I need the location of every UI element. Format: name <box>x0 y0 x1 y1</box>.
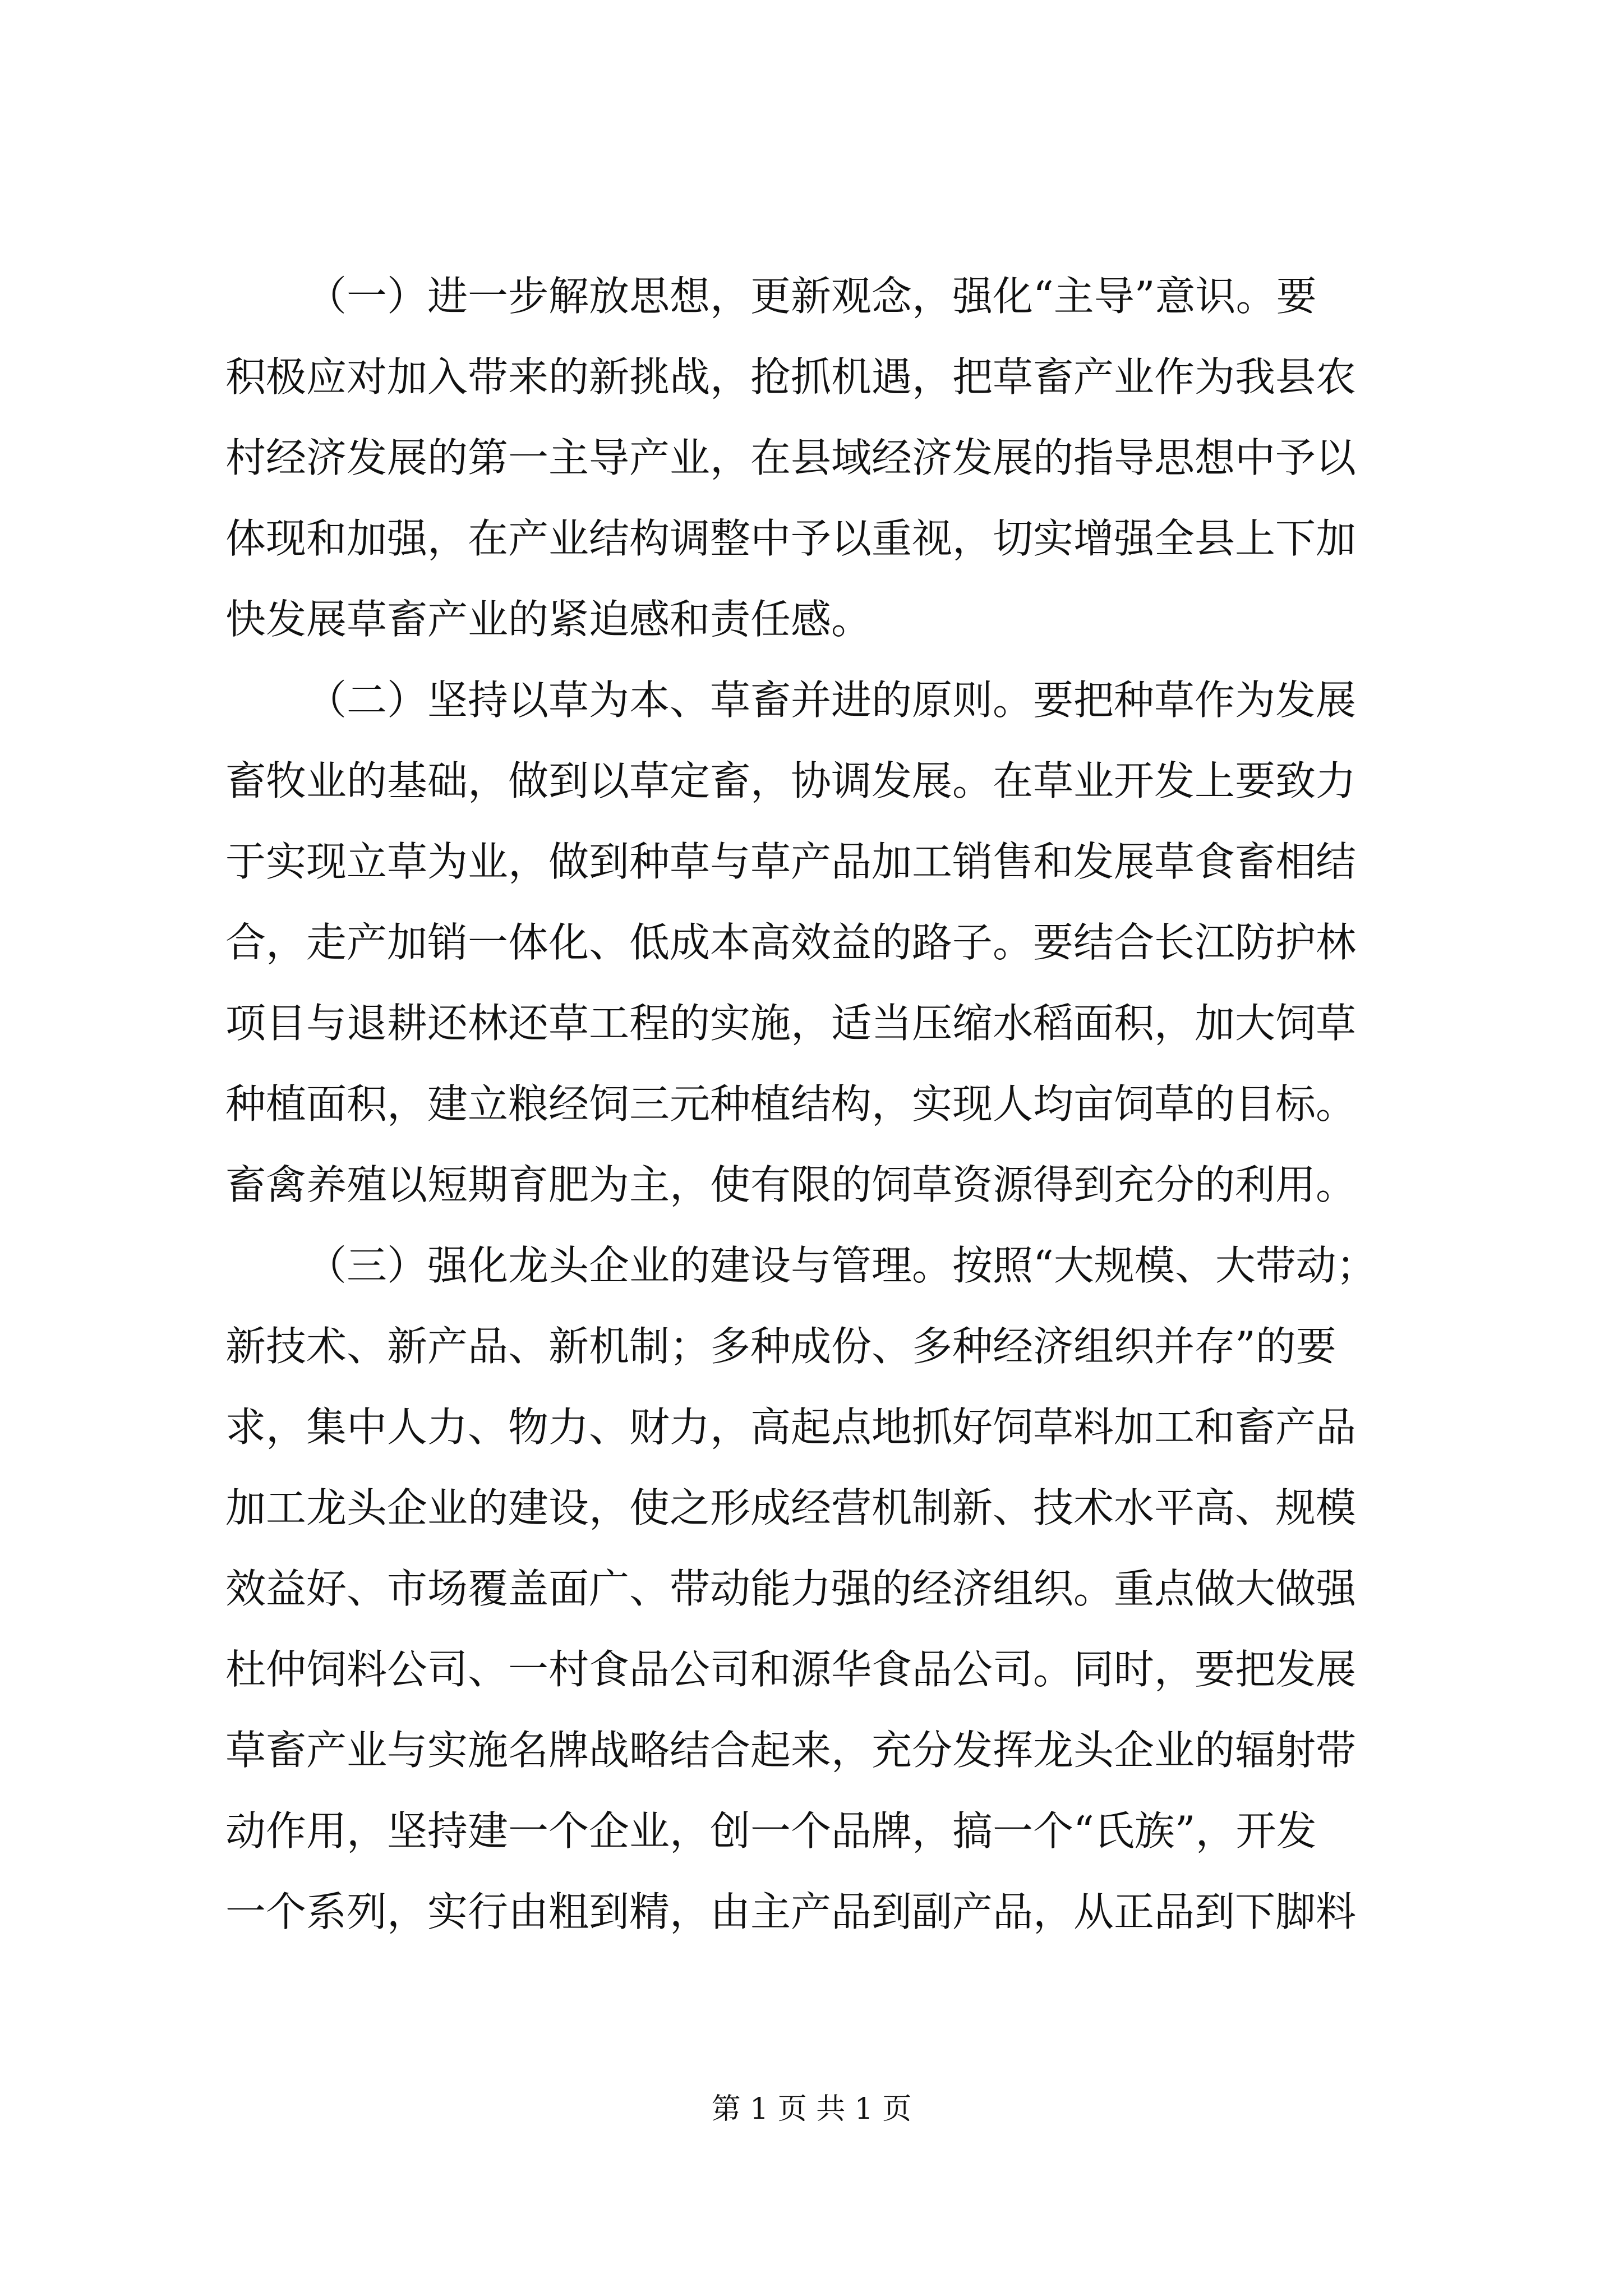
paragraph-2-line-4: 合，走产加销一体化、低成本高效益的路子。要结合长江防护林 <box>225 919 1357 966</box>
paragraph-1-line-1: （一）进一步解放思想，更新观念，强化“主导”意识。要 <box>306 273 1317 320</box>
paragraph-3-line-1: （三）强化龙头企业的建设与管理。按照“大规模、大带动； <box>306 1242 1377 1289</box>
paragraph-1-line-5: 快发展草畜产业的紧迫感和责任感。 <box>225 596 872 643</box>
paragraph-2-line-1: （二）坚持以草为本、草畜并进的原则。要把种草作为发展 <box>306 677 1357 724</box>
paragraph-2-line-2: 畜牧业的基础，做到以草定畜，协调发展。在草业开发上要致力 <box>225 757 1357 804</box>
paragraph-3-line-6: 杜仲饲料公司、一村食品公司和源华食品公司。同时，要把发展 <box>225 1646 1357 1693</box>
paragraph-2-line-5: 项目与退耕还林还草工程的实施，适当压缩水稻面积，加大饲草 <box>225 1000 1357 1047</box>
paragraph-3-line-3: 求，集中人力、物力、财力，高起点地抓好饲草料加工和畜产品 <box>225 1404 1357 1451</box>
paragraph-3-line-5: 效益好、市场覆盖面广、带动能力强的经济组织。重点做大做强 <box>225 1565 1357 1612</box>
paragraph-1-line-2: 积极应对加入带来的新挑战，抢抓机遇，把草畜产业作为我县农 <box>225 353 1357 401</box>
paragraph-3-line-7: 草畜产业与实施名牌战略结合起来，充分发挥龙头企业的辐射带 <box>225 1727 1357 1774</box>
paragraph-2-line-3: 于实现立草为业，做到种草与草产品加工销售和发展草食畜相结 <box>225 838 1357 885</box>
paragraph-3-line-9: 一个系列，实行由粗到精，由主产品到副产品，从正品到下脚料 <box>225 1888 1357 1935</box>
paragraph-2-line-6: 种植面积，建立粮经饲三元种植结构，实现人均亩饲草的目标。 <box>225 1080 1357 1128</box>
paragraph-1-line-4: 体现和加强，在产业结构调整中予以重视，切实增强全县上下加 <box>225 515 1357 562</box>
paragraph-3-line-4: 加工龙头企业的建设，使之形成经营机制新、技术水平高、规模 <box>225 1484 1357 1531</box>
page-footer: 第 1 页 共 1 页 <box>711 2092 912 2126</box>
paragraph-3-line-8: 动作用，坚持建一个企业，创一个品牌，搞一个“氏族”，开发 <box>225 1807 1317 1855</box>
paragraph-1-line-3: 村经济发展的第一主导产业，在县域经济发展的指导思想中予以 <box>225 434 1357 481</box>
paragraph-2-line-7: 畜禽养殖以短期育肥为主，使有限的饲草资源得到充分的利用。 <box>225 1161 1357 1208</box>
paragraph-3-line-2: 新技术、新产品、新机制；多种成份、多种经济组织并存”的要 <box>225 1323 1336 1370</box>
